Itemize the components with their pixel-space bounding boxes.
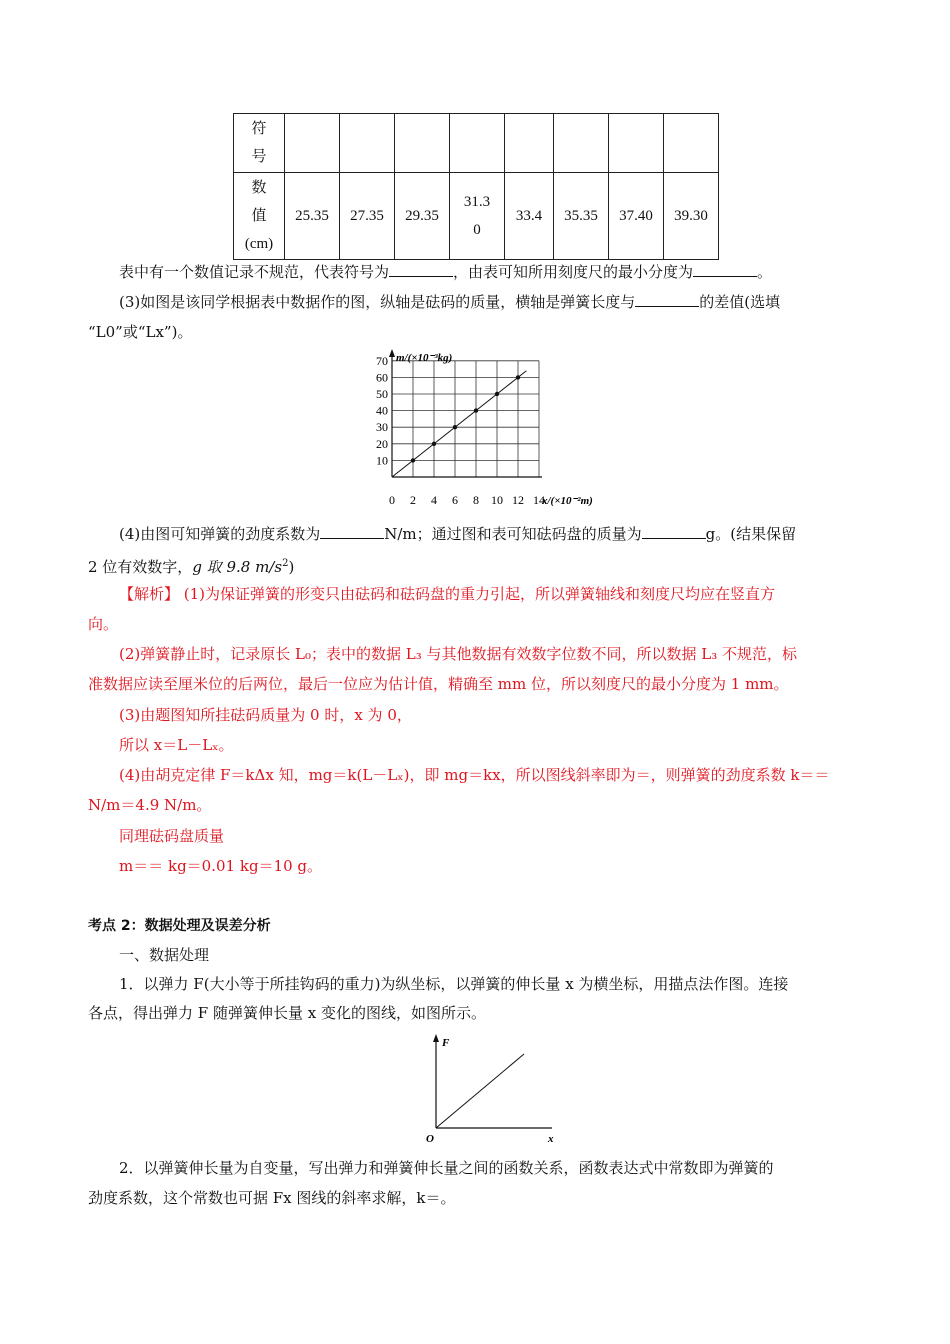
x-tick-label: 8 xyxy=(473,493,479,507)
question-3-line-2: “L0”或“Lx”)。 xyxy=(88,323,193,341)
data-point xyxy=(411,458,415,462)
solution-line-2: 向。 xyxy=(88,615,119,633)
item-2-line-1: 2．以弹簧伸长量为自变量，写出弹力和弹簧伸长量之间的函数关系，函数表达式中常数即为弹簧的 xyxy=(119,1159,774,1177)
table-row-values xyxy=(234,173,719,260)
x-tick-label: 2 xyxy=(410,493,416,507)
solution-tag: 【解析】 xyxy=(119,585,180,603)
y-tick-label: 20 xyxy=(376,436,388,451)
table-header-symbol: 符 号 xyxy=(234,114,285,173)
table-header-value: 数 值 (cm) xyxy=(234,173,285,260)
table-cell: 35.35 xyxy=(554,173,609,260)
solution-line-5: (3)由题图知所挂砝码质量为 0 时，x 为 0， xyxy=(119,706,412,724)
item-2-line-2: 劲度系数，这个常数也可据 Fx 图线的斜率求解，k＝。 xyxy=(88,1189,456,1207)
table-cell: 25.35 xyxy=(285,173,340,260)
question-2-line: 表中有一个数值记录不规范，代表符号为 ，由表可知所用刻度尺的最小分度为 。 xyxy=(119,263,773,281)
data-point xyxy=(432,442,436,446)
table-cell: 37.40 xyxy=(609,173,664,260)
mass-length-chart xyxy=(360,346,620,511)
y-tick-label: 30 xyxy=(376,420,388,435)
data-table xyxy=(233,113,719,260)
x-tick-label: 12 xyxy=(512,493,524,507)
table-cell: 29.35 xyxy=(395,173,450,260)
y-axis-arrow-icon xyxy=(389,349,395,357)
data-point xyxy=(495,392,499,396)
origin-label: 0 xyxy=(389,493,395,507)
x-axis-label: x/(×10⁻²m) xyxy=(542,495,593,507)
solution-line-4: 准数据应读至厘米位的后两位，最后一位应为估计值，精确至 mm 位，所以刻度尺的最小分度为 1 mm。 xyxy=(88,675,789,693)
solution-line-3: (2)弹簧静止时，记录原长 L₀；表中的数据 L₃ 与其他数据有效数字位数不同，所以数据 L₃ 不规范，标 xyxy=(119,645,798,663)
solution-line-9: 同理砝码盘质量 xyxy=(119,827,225,845)
data-point xyxy=(453,425,457,429)
solution-line-1: 【解析】 (1)为保证弹簧的形变只由砝码和砝码盘的重力引起，所以弹簧轴线和刻度尺均应在竖直方 xyxy=(119,585,776,603)
y-axis-label: F xyxy=(442,1037,450,1049)
table-cell: 39.30 xyxy=(664,173,719,260)
question-3-line-1: (3)如图是该同学根据表中数据作的图，纵轴是砝码的质量，横轴是弹簧长度与 的差值(选填 xyxy=(119,293,781,311)
solution-line-7: (4)由胡克定律 F＝kΔx 知，mg＝k(L－Lₓ)，即 mg＝kx，所以图线斜率即为＝，则弹簧的劲度系数 k＝＝ xyxy=(119,766,830,784)
data-point xyxy=(516,375,520,379)
table-row-symbol xyxy=(234,114,719,173)
y-axis-label: m/(×10⁻³kg) xyxy=(396,352,453,364)
x-axis-label: x xyxy=(548,1133,554,1145)
x-tick-label: 10 xyxy=(491,493,503,507)
y-tick-label: 70 xyxy=(376,353,388,368)
solution-line-10: m＝＝ kg＝0.01 kg＝10 g。 xyxy=(119,857,322,875)
force-line xyxy=(436,1054,524,1128)
x-tick-label: 14 xyxy=(533,493,545,507)
y-tick-label: 50 xyxy=(376,387,388,401)
y-tick-label: 10 xyxy=(376,453,388,468)
y-axis-arrow-icon xyxy=(433,1034,439,1042)
origin-label: O xyxy=(426,1133,434,1145)
force-extension-chart xyxy=(420,1032,570,1147)
section-subtitle: 一、数据处理 xyxy=(119,946,210,964)
data-point xyxy=(474,408,478,412)
table-cell: 31.3 0 xyxy=(450,173,505,260)
x-tick-label: 6 xyxy=(452,493,458,507)
section-title: 考点 2：数据处理及误差分析 xyxy=(88,918,271,934)
table-cell: 33.4 xyxy=(505,173,554,260)
y-tick-label: 60 xyxy=(376,370,388,385)
question-4-line-2: 2 位有效数字，g 取 9.8 $m/s^2$) xyxy=(88,558,295,576)
item-1-line-2: 各点，得出弹力 F 随弹簧伸长量 x 变化的图线，如图所示。 xyxy=(88,1004,486,1022)
question-4-line-1: (4)由图可知弹簧的劲度系数为 N/m；通过图和表可知砝码盘的质量为 g。(结果保留 xyxy=(119,525,797,543)
table-cell: 27.35 xyxy=(340,173,395,260)
solution-line-8: N/m＝4.9 N/m。 xyxy=(88,796,212,814)
solution-line-6: 所以 x＝L－Lₓ。 xyxy=(119,736,234,754)
item-1-line-1: 1．以弹力 F(大小等于所挂钩码的重力)为纵坐标，以弹簧的伸长量 x 为横坐标，用描点法作图。连接 xyxy=(119,975,789,993)
y-tick-label: 40 xyxy=(376,403,388,418)
x-tick-label: 4 xyxy=(431,493,437,507)
